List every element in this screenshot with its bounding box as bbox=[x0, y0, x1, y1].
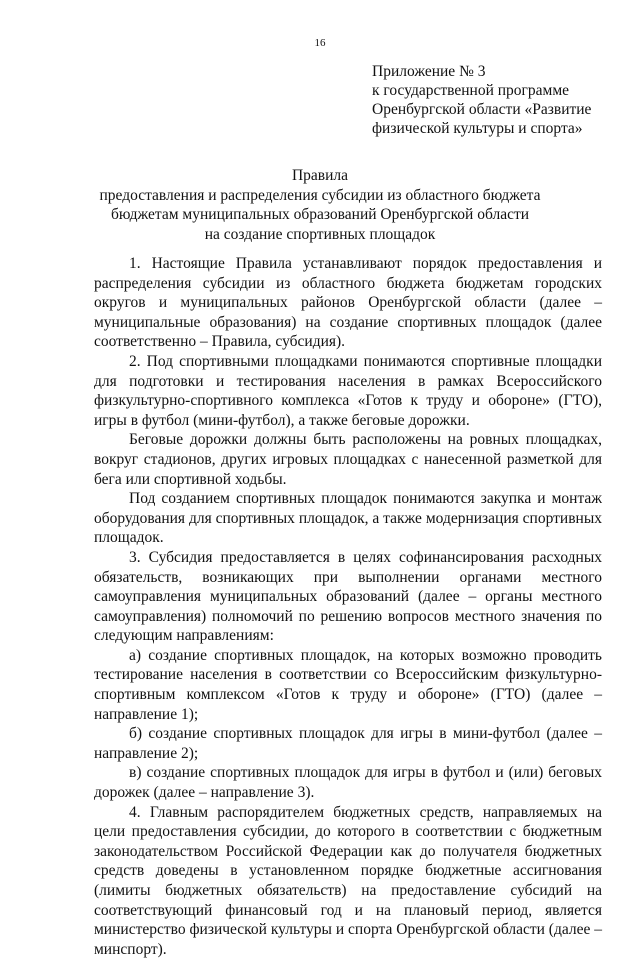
appendix-line: Приложение № 3 bbox=[372, 63, 486, 80]
appendix-header bbox=[372, 62, 591, 138]
paragraph: Под созданием спортивных площадок понимаются закупка и монтаж оборудования для спортивных площадок, а также модернизация спортивных площадок. bbox=[94, 490, 602, 547]
title-line: Правила bbox=[291, 167, 349, 184]
title-line: бюджетам муниципальных образований Оренбургской области bbox=[110, 206, 530, 223]
paragraph: в) создание спортивных площадок для игры в футбол и (или) беговых дорожек (далее – направление 3). bbox=[94, 764, 602, 802]
document-body bbox=[94, 254, 602, 959]
document-title bbox=[0, 166, 640, 244]
appendix-line: к государственной программе bbox=[372, 82, 570, 99]
page-number: 16 bbox=[314, 37, 326, 49]
title-line: на создание спортивных площадок bbox=[204, 225, 436, 243]
paragraph: 2. Под спортивными площадками понимаются спортивные площадки для подготовки и тестирования населения в рамках Всероссийского физкультурно-спортивного комплекса «Готов к труду и обороне» (ГТО), игры в футбол (мини-футбол), а также беговые дорожки. bbox=[94, 352, 602, 429]
appendix-line: Оренбургской области «Развитие bbox=[372, 101, 592, 118]
paragraph: 3. Субсидия предоставляется в целях софинансирования расходных обязательств, возникающих при выполнении органами местного самоуправления муниципальных образований (далее – органы местного самоуправления) полномочий по решению вопросов местного значения по следующим направлениям: bbox=[94, 548, 602, 645]
paragraph: б) создание спортивных площадок для игры в мини-футбол (далее – направление 2); bbox=[94, 725, 602, 762]
paragraph: Беговые дорожки должны быть расположены на ровных площадках, вокруг стадионов, других игровых площадках с нанесенной разметкой для бега или спортивной ходьбы. bbox=[94, 431, 602, 488]
paragraph: 1. Настоящие Правила устанавливают порядок предоставления и распределения субсидии из областного бюджета бюджетам городских округов и муниципальных районов Оренбургской области (далее – муниципальные образования) на создание спортивных площадок (далее соответственно – Правила, субсидия). bbox=[94, 255, 602, 351]
appendix-line: физической культуры и спорта» bbox=[372, 120, 583, 137]
title-line: предоставления и распределения субсидии из областного бюджета bbox=[99, 186, 541, 204]
paragraph: 4. Главным распорядителем бюджетных средств, направляемых на цели предоставления субсидии, до которого в соответствии с бюджетным законодательством Российской Федерации как до получателя бюджетных средств доведены в установленном порядке бюджетные ассигнования (лимиты бюджетных обязательств) на предоставление субсидий на соответствующий финансовый год и на плановый период, является министерство физической культуры и спорта Оренбургской области (далее – минспорт). bbox=[94, 803, 602, 958]
paragraph: а) создание спортивных площадок, на которых возможно проводить тестирование населения в соответствии со Всероссийским физкультурно-спортивным комплексом «Готов к труду и обороне» (ГТО) (далее – направление 1); bbox=[94, 646, 602, 723]
